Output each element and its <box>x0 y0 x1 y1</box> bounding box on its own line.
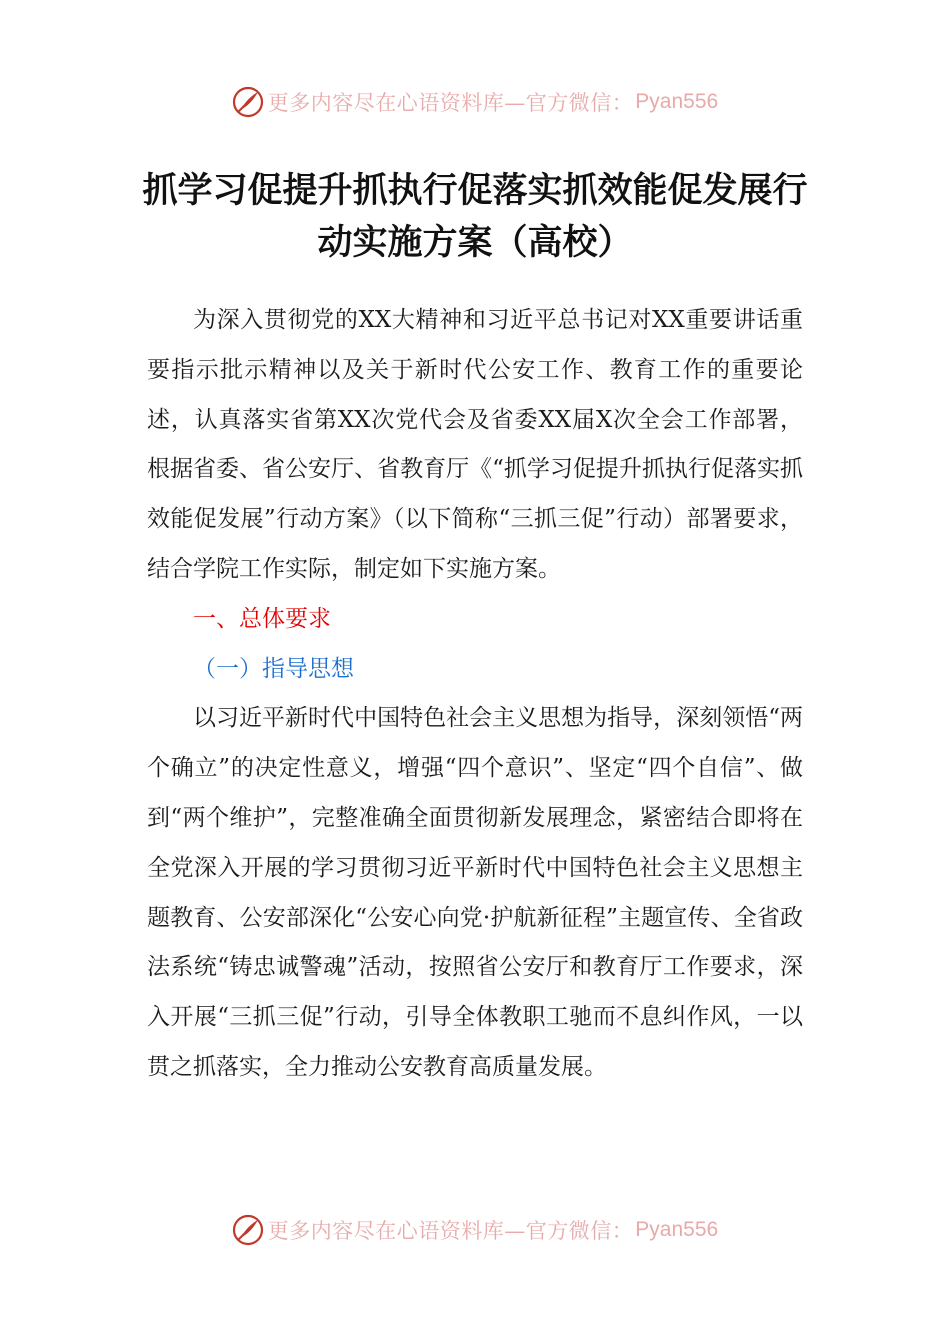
banner-text: 更多内容尽在心语资料库—官方微信： <box>267 91 634 115</box>
banner-brand: Pyan556 <box>635 1218 719 1241</box>
quill-logo-icon <box>232 1214 264 1246</box>
subsection-heading-1: （一）指导思想 <box>193 655 354 682</box>
title-line-2: 动实施方案（高校） <box>317 222 633 263</box>
title-line-1: 抓学习促提升抓执行促落实抓效能促发展行 <box>142 170 808 211</box>
header-banner <box>0 82 950 122</box>
banner-text: 更多内容尽在心语资料库—官方微信： <box>267 1219 634 1243</box>
banner-brand: Pyan556 <box>635 90 719 113</box>
footer-banner <box>0 1210 950 1250</box>
intro-paragraph: 为深入贯彻党的XX大精神和习近平总书记对XX重要讲话重要指示批示精神以及关于新时代公安工作、教育工作的重要论述，认真落实省第XX次党代会及省委XX届X次全会工作部署，根据省委、省公安厅、省教育厅《“抓学习促提升抓执行促落实抓效能促发展”行动方案》（以下简称“三抓三促”行动）部署要求，结合学院工作实际，制定如下实施方案。 <box>147 307 803 582</box>
quill-logo-icon <box>232 86 264 118</box>
document-body <box>147 296 803 1093</box>
document-title <box>140 165 810 269</box>
section-heading-1: 一、总体要求 <box>193 605 331 632</box>
guiding-ideology-paragraph: 以习近平新时代中国特色社会主义思想为指导，深刻领悟“两个确立”的决定性意义，增强“四个意识”、坚定“四个自信”、做到“两个维护”，完整准确全面贯彻新发展理念，紧密结合即将在全党深入开展的学习贯彻习近平新时代中国特色社会主义思想主题教育、公安部深化“公安心向党·护航新征程”主题宣传、全省政法系统“铸忠诚警魂”活动，按照省公安厅和教育厅工作要求，深入开展“三抓三促”行动，引导全体教职工驰而不息纠作风，一以贯之抓落实，全力推动公安教育高质量发展。 <box>147 705 803 1080</box>
